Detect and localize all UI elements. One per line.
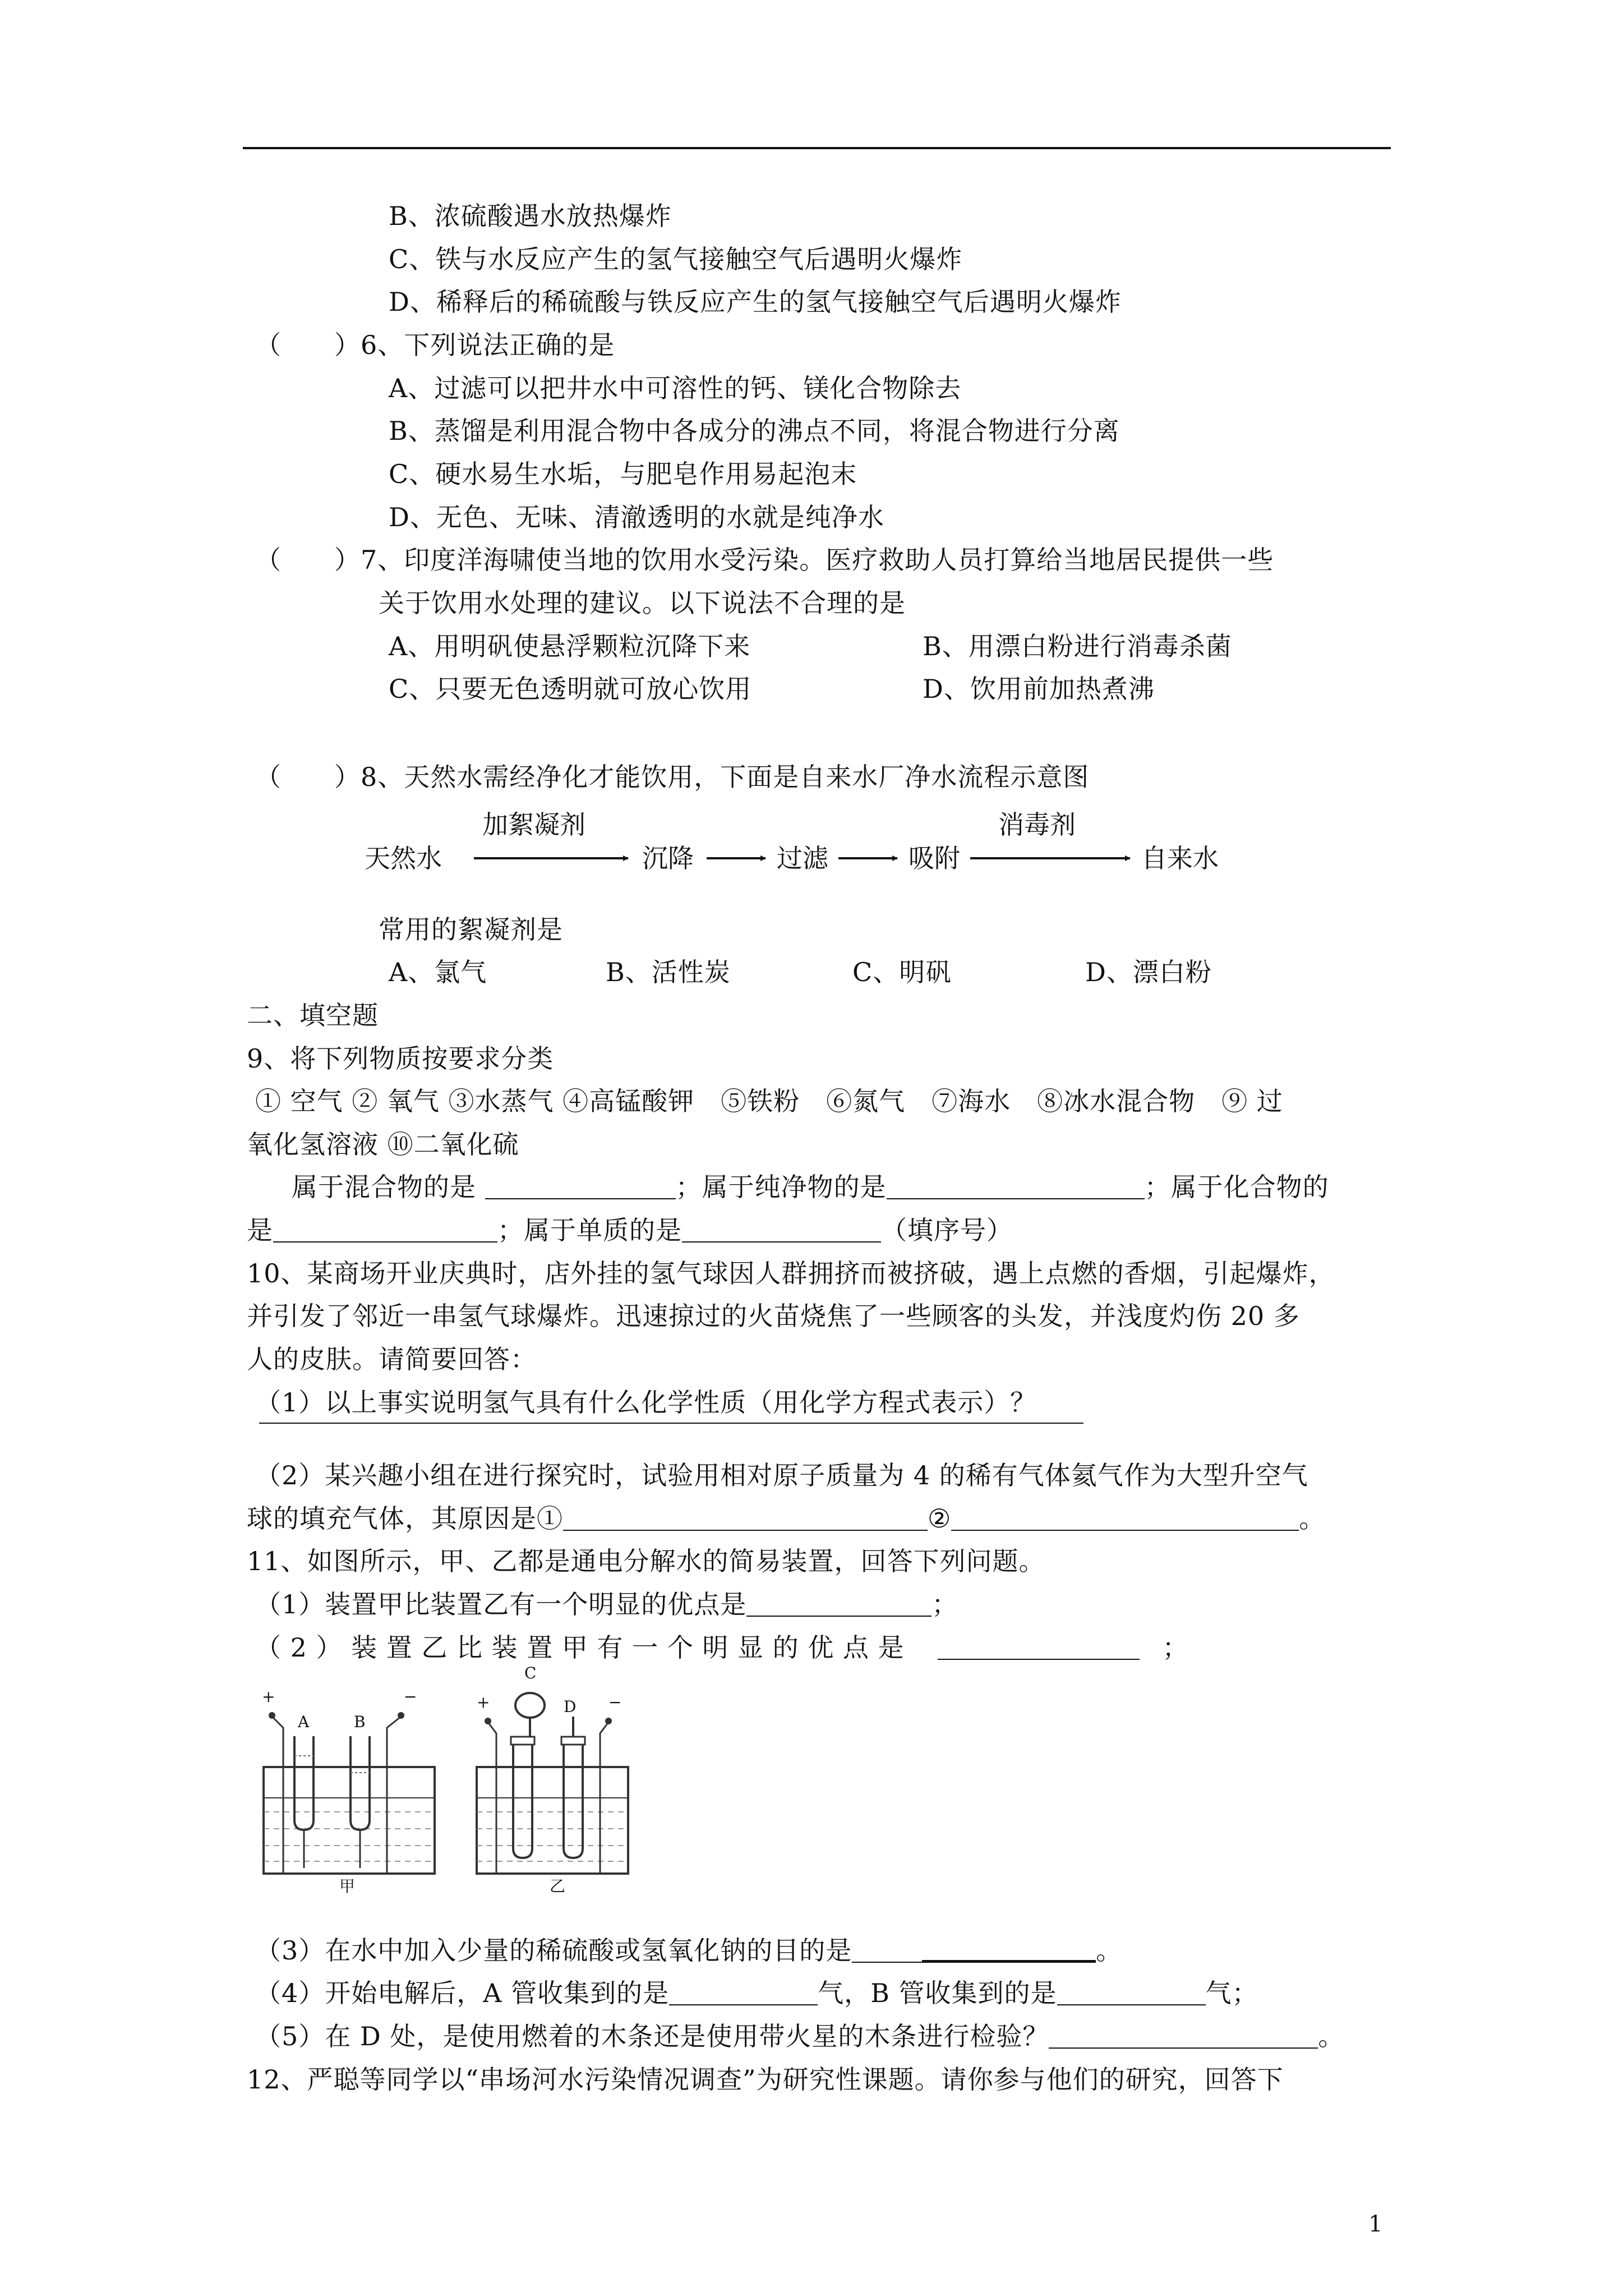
q8-stem: （ ）8、天然水需经净化才能饮用，下面是自来水厂净水流程示意图 <box>255 762 1090 792</box>
flow-node-tap-water: 自来水 <box>1141 843 1219 873</box>
yi-caption: 乙 <box>550 1877 566 1895</box>
jia-minus-terminal: − <box>404 1687 417 1706</box>
q10-period: 。 <box>1299 1503 1326 1534</box>
q11-sub3-end: 。 <box>1096 1935 1123 1966</box>
q7-stem-line2: 关于饮用水处理的建议。以下说法不合理的是 <box>379 588 906 618</box>
q8-sub: 常用的絮凝剂是 <box>379 914 563 945</box>
flow-label-flocculant: 加絮凝剂 <box>482 809 585 840</box>
apparatus-yi-figure <box>474 1664 653 1896</box>
q9-element-label: ；属于单质的是 <box>497 1215 682 1245</box>
q10-sub2-line1: （2）某兴趣小组在进行探究时，试验用相对原子质量为 4 的稀有气体氦气作为大型升空气 <box>255 1460 1308 1490</box>
q7-option-b: B、用漂白粉进行消毒杀菌 <box>923 631 1232 661</box>
yi-minus-terminal: − <box>608 1693 622 1711</box>
water-treatment-flowchart <box>359 808 1267 886</box>
flow-node-sedimentation: 沉降 <box>642 843 694 873</box>
q10-stem-line1: 10、某商场开业庆典时，店外挂的氢气球因人群拥挤而被挤破，遇上点燃的香烟，引起爆炸， <box>247 1258 1335 1289</box>
q9-blanks-line2 <box>247 1213 1013 1247</box>
q10-sub2-line2 <box>247 1502 1325 1535</box>
q11-sub5-end: 。 <box>1318 2021 1345 2051</box>
q5-option-c: C、铁与水反应产生的氢气接触空气后遇明火爆炸 <box>389 244 963 274</box>
q9-mixture-blank[interactable] <box>485 1172 676 1199</box>
header-rule <box>243 147 1391 149</box>
q11-sub5 <box>255 2019 1344 2053</box>
q7-option-d: D、饮用前加热煮沸 <box>923 674 1155 704</box>
q9-pure-blank[interactable] <box>887 1172 1145 1199</box>
q11-sub2-end: ； <box>1162 1632 1189 1663</box>
q10-reason-2-blank[interactable] <box>951 1504 1299 1531</box>
q11-sub1 <box>255 1588 958 1621</box>
yi-d-label: D <box>564 1697 577 1716</box>
q10-sub1-answer-line[interactable] <box>259 1423 1083 1424</box>
q5-option-b: B、浓硫酸遇水放热爆炸 <box>389 201 672 231</box>
q8-option-a: A、氯气 <box>389 957 487 987</box>
q9-blanks-line1 <box>292 1170 1329 1204</box>
q9-mixture-label: 属于混合物的是 <box>292 1172 485 1202</box>
q11-sub4-label: （4）开始电解后，A 管收集到的是 <box>255 1978 670 2008</box>
q11-sub1-label: （1）装置甲比装置乙有一个明显的优点是 <box>255 1589 747 1619</box>
q9-compound-label-cont: 是 <box>247 1215 273 1245</box>
q9-compound-blank[interactable] <box>273 1216 497 1243</box>
q8-option-b: B、活性炭 <box>606 957 731 987</box>
flow-node-adsorption: 吸附 <box>909 843 960 873</box>
q7-stem-line1: （ ）7、印度洋海啸使当地的饮用水受污染。医疗救助人员打算给当地居民提供一些 <box>255 545 1274 575</box>
q11-sub2-label: （ 2 ） 装 置 乙 比 装 置 甲 有 一 个 明 显 的 优 点 是 <box>255 1632 905 1663</box>
q11-sub4-end: 气； <box>1205 1978 1258 2008</box>
q11-sub5-blank[interactable] <box>1049 2022 1318 2049</box>
yi-c-label: C <box>524 1664 537 1682</box>
q10-reason-label: 球的填充气体，其原因是① <box>247 1503 563 1534</box>
q6-option-a: A、过滤可以把井水中可溶性的钙、镁化合物除去 <box>389 373 962 403</box>
flow-label-disinfectant: 消毒剂 <box>998 809 1076 840</box>
q10-reason-2-label: ② <box>928 1503 952 1534</box>
q10-stem-line2: 并引发了邻近一串氢气球爆炸。迅速掠过的火苗烧焦了一些顾客的头发，并浅度灼伤 20 多 <box>247 1301 1300 1331</box>
q6-option-b: B、蒸馏是利用混合物中各成分的沸点不同，将混合物进行分离 <box>389 416 1120 446</box>
q11-stem: 11、如图所示，甲、乙都是通电分解水的简易装置，回答下列问题。 <box>247 1546 1045 1576</box>
q11-sub4-mid: 气，B 管收集到的是 <box>818 1978 1057 2008</box>
q11-tube-a-blank[interactable] <box>669 1978 818 2005</box>
q9-items-line1: ① 空气 ② 氧气 ③水蒸气 ④高锰酸钾 ⑤铁粉 ⑥氮气 ⑦海水 ⑧冰水混合物 ⑨ 过 <box>255 1086 1283 1116</box>
q11-sub4 <box>255 1976 1258 2010</box>
q11-sub2-blank[interactable] <box>938 1633 1140 1660</box>
jia-caption: 甲 <box>339 1877 356 1895</box>
q11-sub5-label: （5）在 D 处，是使用燃着的木条还是使用带火星的木条进行检验？ <box>255 2021 1049 2051</box>
flow-node-natural-water: 天然水 <box>365 843 442 873</box>
q7-option-c: C、只要无色透明就可放心饮用 <box>389 674 752 704</box>
q11-sub3 <box>255 1934 1122 1967</box>
page-number: 1 <box>1368 2211 1383 2237</box>
q7-option-a: A、用明矾使悬浮颗粒沉降下来 <box>389 631 751 661</box>
q9-element-blank[interactable] <box>682 1216 881 1243</box>
q11-sub3-blank[interactable] <box>922 1934 1096 1963</box>
apparatus-jia-figure <box>261 1683 440 1896</box>
q11-sub3-label: （3）在水中加入少量的稀硫酸或氢氧化钠的目的是 <box>255 1935 852 1966</box>
q11-sub2 <box>255 1631 1188 1664</box>
jia-plus-terminal: + <box>262 1687 275 1706</box>
yi-plus-terminal: + <box>477 1693 490 1711</box>
q10-stem-line3: 人的皮肤。请简要回答： <box>247 1344 537 1374</box>
q6-option-c: C、硬水易生水垢，与肥皂作用易起泡末 <box>389 459 857 489</box>
q6-option-d: D、无色、无味、清澈透明的水就是纯净水 <box>389 502 884 532</box>
q9-hint: （填序号） <box>881 1215 1013 1245</box>
apparatus-jia-drawing <box>261 1683 440 1896</box>
q11-sub3-blank-thin[interactable] <box>852 1936 922 1963</box>
q9-pure-label: ；属于纯净物的是 <box>675 1172 887 1202</box>
q6-stem: （ ）6、下列说法正确的是 <box>255 330 615 360</box>
jia-tube-b-label: B <box>354 1713 366 1731</box>
q10-reason-1-blank[interactable] <box>563 1504 928 1531</box>
flow-node-filtration: 过滤 <box>777 843 828 873</box>
q12-stem: 12、严聪等同学以“串场河水污染情况调查”为研究性课题。请你参与他们的研究，回答下 <box>247 2064 1284 2095</box>
q9-items-line2: 氧化氢溶液 ⑩二氧化硫 <box>247 1129 519 1159</box>
q11-sub1-end: ； <box>932 1589 958 1619</box>
q11-sub1-blank[interactable] <box>746 1590 932 1617</box>
q5-option-d: D、稀释后的稀硫酸与铁反应产生的氢气接触空气后遇明火爆炸 <box>389 287 1122 317</box>
jia-tube-a-label: A <box>298 1713 310 1731</box>
q9-compound-label: ；属于化合物的 <box>1144 1172 1329 1202</box>
q10-sub1: （1）以上事实说明氢气具有什么化学性质（用化学方程式表示）？ <box>255 1387 1037 1418</box>
q11-tube-b-blank[interactable] <box>1057 1978 1206 2005</box>
q8-option-c: C、明矾 <box>852 957 952 987</box>
q9-stem: 9、将下列物质按要求分类 <box>247 1043 554 1074</box>
section-2-title: 二、填空题 <box>247 1000 379 1030</box>
q8-option-d: D、漂白粉 <box>1085 957 1212 987</box>
